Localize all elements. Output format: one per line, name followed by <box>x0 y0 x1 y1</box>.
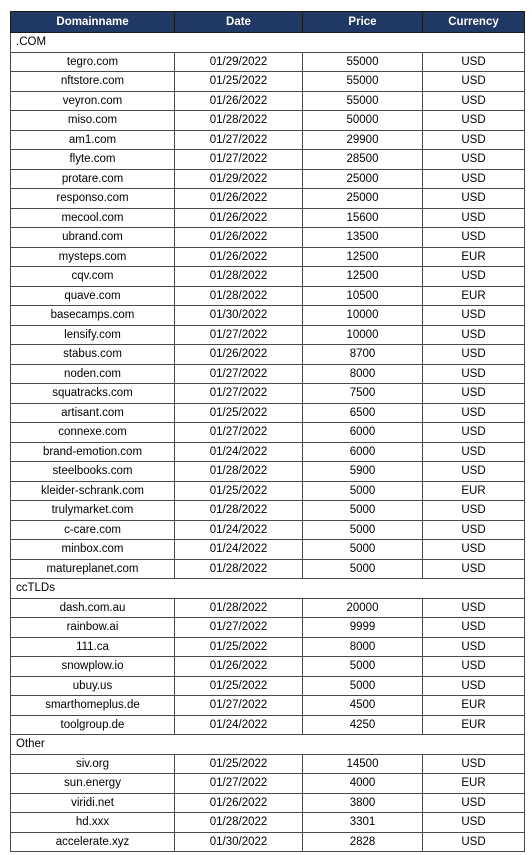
price-cell: 12500 <box>303 267 423 287</box>
domain-cell: dash.com.au <box>11 598 175 618</box>
domain-cell: stabus.com <box>11 345 175 365</box>
price-cell: 15600 <box>303 208 423 228</box>
domain-cell: artisant.com <box>11 403 175 423</box>
currency-cell: USD <box>423 520 525 540</box>
price-cell: 14500 <box>303 754 423 774</box>
group-label: Other <box>11 735 525 755</box>
price-cell: 13500 <box>303 228 423 248</box>
currency-cell: USD <box>423 267 525 287</box>
price-cell: 9999 <box>303 618 423 638</box>
currency-cell: USD <box>423 345 525 365</box>
domain-cell: miso.com <box>11 111 175 131</box>
currency-cell: USD <box>423 657 525 677</box>
date-cell: 01/28/2022 <box>175 598 303 618</box>
table-row <box>11 696 525 716</box>
domain-cell: squatracks.com <box>11 384 175 404</box>
date-cell: 01/26/2022 <box>175 208 303 228</box>
currency-cell: EUR <box>423 696 525 716</box>
currency-cell: USD <box>423 442 525 462</box>
date-cell: 01/25/2022 <box>175 481 303 501</box>
price-cell: 55000 <box>303 91 423 111</box>
price-cell: 10500 <box>303 286 423 306</box>
currency-cell: USD <box>423 189 525 209</box>
domain-cell: responso.com <box>11 189 175 209</box>
currency-cell: USD <box>423 637 525 657</box>
date-cell: 01/27/2022 <box>175 150 303 170</box>
currency-cell: USD <box>423 618 525 638</box>
group-header-row <box>11 33 525 53</box>
table-row <box>11 481 525 501</box>
table-row <box>11 676 525 696</box>
price-cell: 5000 <box>303 520 423 540</box>
currency-cell: EUR <box>423 715 525 735</box>
price-cell: 6000 <box>303 423 423 443</box>
table-row <box>11 618 525 638</box>
currency-cell: USD <box>423 540 525 560</box>
price-cell: 8000 <box>303 637 423 657</box>
domain-cell: viridi.net <box>11 793 175 813</box>
price-cell: 55000 <box>303 72 423 92</box>
domain-cell: cqv.com <box>11 267 175 287</box>
currency-cell: USD <box>423 169 525 189</box>
date-cell: 01/26/2022 <box>175 657 303 677</box>
price-cell: 4250 <box>303 715 423 735</box>
price-cell: 6000 <box>303 442 423 462</box>
date-cell: 01/27/2022 <box>175 364 303 384</box>
table-row <box>11 774 525 794</box>
domain-cell: lensify.com <box>11 325 175 345</box>
domain-sales-table <box>10 11 525 852</box>
currency-cell: USD <box>423 325 525 345</box>
table-row <box>11 501 525 521</box>
date-cell: 01/24/2022 <box>175 520 303 540</box>
currency-cell: USD <box>423 111 525 131</box>
domain-cell: kleider-schrank.com <box>11 481 175 501</box>
currency-cell: USD <box>423 462 525 482</box>
currency-cell: USD <box>423 384 525 404</box>
date-cell: 01/24/2022 <box>175 540 303 560</box>
table-row <box>11 559 525 579</box>
table-row <box>11 306 525 326</box>
domain-cell: basecamps.com <box>11 306 175 326</box>
currency-cell: USD <box>423 228 525 248</box>
price-cell: 28500 <box>303 150 423 170</box>
price-cell: 5900 <box>303 462 423 482</box>
currency-cell: USD <box>423 150 525 170</box>
date-cell: 01/28/2022 <box>175 462 303 482</box>
domain-cell: mecool.com <box>11 208 175 228</box>
table-row <box>11 345 525 365</box>
price-cell: 10000 <box>303 325 423 345</box>
date-cell: 01/24/2022 <box>175 442 303 462</box>
group-header-row <box>11 579 525 599</box>
table-row <box>11 462 525 482</box>
price-cell: 12500 <box>303 247 423 267</box>
table-row <box>11 267 525 287</box>
table-row <box>11 442 525 462</box>
table-row <box>11 52 525 72</box>
date-cell: 01/26/2022 <box>175 247 303 267</box>
date-cell: 01/27/2022 <box>175 696 303 716</box>
currency-cell: USD <box>423 598 525 618</box>
date-cell: 01/25/2022 <box>175 72 303 92</box>
date-cell: 01/26/2022 <box>175 228 303 248</box>
price-cell: 2828 <box>303 832 423 852</box>
domain-cell: toolgroup.de <box>11 715 175 735</box>
table-row <box>11 793 525 813</box>
domain-cell: trulymarket.com <box>11 501 175 521</box>
table-row <box>11 91 525 111</box>
currency-cell: USD <box>423 403 525 423</box>
domain-cell: steelbooks.com <box>11 462 175 482</box>
price-cell: 3301 <box>303 813 423 833</box>
price-cell: 5000 <box>303 481 423 501</box>
date-cell: 01/27/2022 <box>175 384 303 404</box>
price-cell: 8000 <box>303 364 423 384</box>
date-cell: 01/26/2022 <box>175 793 303 813</box>
table-row <box>11 657 525 677</box>
domain-cell: brand-emotion.com <box>11 442 175 462</box>
domain-cell: siv.org <box>11 754 175 774</box>
domain-cell: ubrand.com <box>11 228 175 248</box>
domain-cell: noden.com <box>11 364 175 384</box>
domain-cell: matureplanet.com <box>11 559 175 579</box>
date-cell: 01/27/2022 <box>175 774 303 794</box>
domain-cell: protare.com <box>11 169 175 189</box>
group-header-row <box>11 735 525 755</box>
table-header <box>11 12 525 33</box>
currency-cell: USD <box>423 754 525 774</box>
domain-cell: minbox.com <box>11 540 175 560</box>
date-cell: 01/27/2022 <box>175 423 303 443</box>
date-cell: 01/24/2022 <box>175 715 303 735</box>
date-cell: 01/28/2022 <box>175 267 303 287</box>
table-row <box>11 637 525 657</box>
table-row <box>11 208 525 228</box>
table-row <box>11 598 525 618</box>
table-row <box>11 150 525 170</box>
table-row <box>11 169 525 189</box>
currency-cell: EUR <box>423 481 525 501</box>
domain-cell: smarthomeplus.de <box>11 696 175 716</box>
currency-cell: USD <box>423 501 525 521</box>
header-price: Price <box>303 12 423 33</box>
date-cell: 01/26/2022 <box>175 91 303 111</box>
date-cell: 01/29/2022 <box>175 169 303 189</box>
group-label: ccTLDs <box>11 579 525 599</box>
date-cell: 01/27/2022 <box>175 130 303 150</box>
domain-cell: veyron.com <box>11 91 175 111</box>
domain-cell: accelerate.xyz <box>11 832 175 852</box>
date-cell: 01/25/2022 <box>175 754 303 774</box>
price-cell: 10000 <box>303 306 423 326</box>
currency-cell: EUR <box>423 774 525 794</box>
currency-cell: EUR <box>423 286 525 306</box>
date-cell: 01/26/2022 <box>175 189 303 209</box>
currency-cell: USD <box>423 423 525 443</box>
price-cell: 5000 <box>303 676 423 696</box>
domain-cell: connexe.com <box>11 423 175 443</box>
date-cell: 01/28/2022 <box>175 111 303 131</box>
currency-cell: USD <box>423 676 525 696</box>
table-row <box>11 813 525 833</box>
currency-cell: USD <box>423 832 525 852</box>
date-cell: 01/28/2022 <box>175 559 303 579</box>
date-cell: 01/28/2022 <box>175 813 303 833</box>
domain-cell: tegro.com <box>11 52 175 72</box>
currency-cell: USD <box>423 72 525 92</box>
currency-cell: USD <box>423 793 525 813</box>
domain-cell: 111.ca <box>11 637 175 657</box>
date-cell: 01/25/2022 <box>175 403 303 423</box>
table-row <box>11 423 525 443</box>
date-cell: 01/30/2022 <box>175 832 303 852</box>
currency-cell: EUR <box>423 247 525 267</box>
table-row <box>11 72 525 92</box>
table-row <box>11 540 525 560</box>
domain-cell: c-care.com <box>11 520 175 540</box>
domain-cell: ubuy.us <box>11 676 175 696</box>
currency-cell: USD <box>423 364 525 384</box>
date-cell: 01/28/2022 <box>175 286 303 306</box>
header-currency: Currency <box>423 12 525 33</box>
table-row <box>11 384 525 404</box>
currency-cell: USD <box>423 813 525 833</box>
price-cell: 29900 <box>303 130 423 150</box>
currency-cell: USD <box>423 208 525 228</box>
price-cell: 25000 <box>303 189 423 209</box>
header-row <box>11 12 525 33</box>
table-row <box>11 247 525 267</box>
currency-cell: USD <box>423 52 525 72</box>
date-cell: 01/27/2022 <box>175 325 303 345</box>
domain-cell: sun.energy <box>11 774 175 794</box>
price-cell: 7500 <box>303 384 423 404</box>
domain-cell: flyte.com <box>11 150 175 170</box>
table-row <box>11 832 525 852</box>
price-cell: 5000 <box>303 657 423 677</box>
table-body <box>11 33 525 852</box>
header-domainname: Domainname <box>11 12 175 33</box>
price-cell: 25000 <box>303 169 423 189</box>
domain-cell: rainbow.ai <box>11 618 175 638</box>
domain-cell: hd.xxx <box>11 813 175 833</box>
currency-cell: USD <box>423 306 525 326</box>
table-row <box>11 286 525 306</box>
table-row <box>11 754 525 774</box>
table-row <box>11 403 525 423</box>
price-cell: 50000 <box>303 111 423 131</box>
domain-cell: nftstore.com <box>11 72 175 92</box>
table-row <box>11 520 525 540</box>
price-cell: 55000 <box>303 52 423 72</box>
date-cell: 01/30/2022 <box>175 306 303 326</box>
table-row <box>11 364 525 384</box>
date-cell: 01/25/2022 <box>175 637 303 657</box>
table-row <box>11 325 525 345</box>
price-cell: 6500 <box>303 403 423 423</box>
table-row <box>11 189 525 209</box>
table-row <box>11 715 525 735</box>
table-row <box>11 111 525 131</box>
group-label: .COM <box>11 33 525 53</box>
header-date: Date <box>175 12 303 33</box>
currency-cell: USD <box>423 91 525 111</box>
price-cell: 4500 <box>303 696 423 716</box>
price-cell: 20000 <box>303 598 423 618</box>
currency-cell: USD <box>423 559 525 579</box>
domain-cell: mysteps.com <box>11 247 175 267</box>
price-cell: 3800 <box>303 793 423 813</box>
price-cell: 4000 <box>303 774 423 794</box>
date-cell: 01/26/2022 <box>175 345 303 365</box>
price-cell: 8700 <box>303 345 423 365</box>
domain-cell: am1.com <box>11 130 175 150</box>
date-cell: 01/28/2022 <box>175 501 303 521</box>
date-cell: 01/27/2022 <box>175 618 303 638</box>
price-cell: 5000 <box>303 540 423 560</box>
date-cell: 01/25/2022 <box>175 676 303 696</box>
table-row <box>11 130 525 150</box>
domain-cell: quave.com <box>11 286 175 306</box>
currency-cell: USD <box>423 130 525 150</box>
table-row <box>11 228 525 248</box>
domain-cell: snowplow.io <box>11 657 175 677</box>
date-cell: 01/29/2022 <box>175 52 303 72</box>
price-cell: 5000 <box>303 559 423 579</box>
price-cell: 5000 <box>303 501 423 521</box>
